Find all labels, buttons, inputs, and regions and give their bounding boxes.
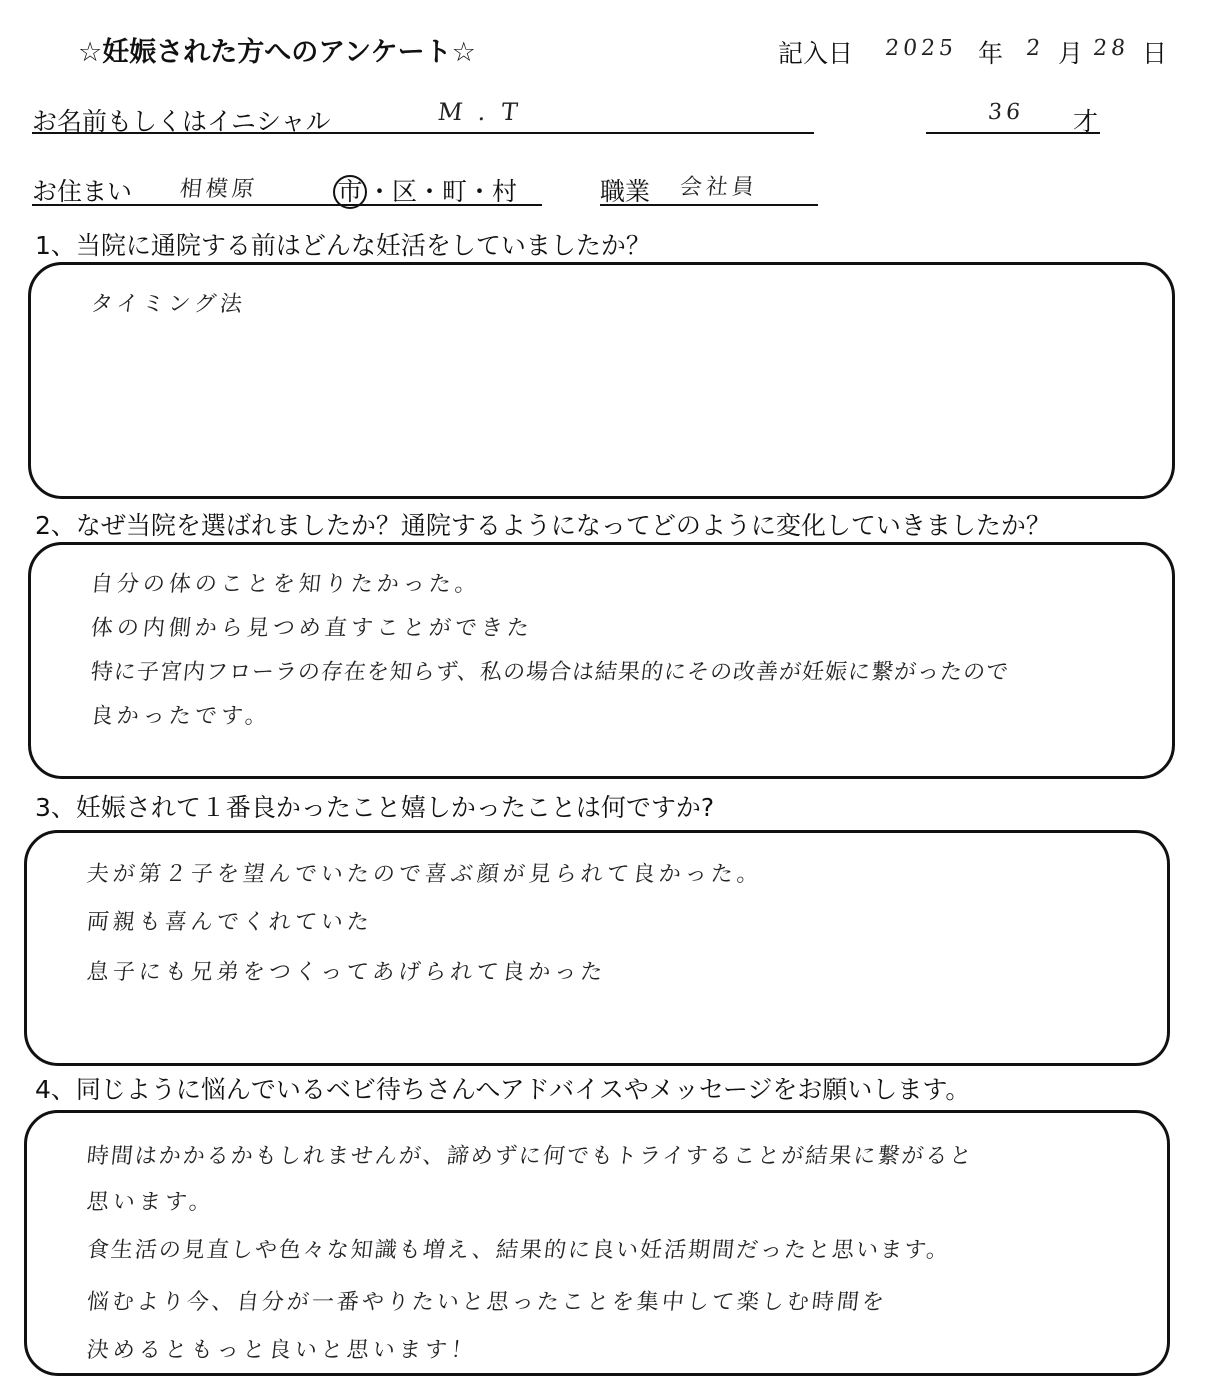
date-year-unit: 年 <box>978 39 1004 68</box>
question-2-label: 2、なぜ当院を選ばれましたか？通院するようになってどのように変化していきましたか？ <box>35 511 1051 540</box>
answer-box-2 <box>28 542 1175 779</box>
answer-4-line-4: 悩むより今、自分が一番やりたいと思ったことを集中して楽しむ時間を <box>85 1290 889 1315</box>
age-unit: 才 <box>1073 107 1099 136</box>
question-1-label: 1、当院に通院する前はどんな妊活をしていましたか？ <box>35 231 651 260</box>
city-selected-circle: 市 <box>333 175 367 209</box>
date-year-value: 2025 <box>883 36 959 61</box>
answer-2-line-1: 自分の体のことを知りたかった。 <box>89 572 483 597</box>
date-day-value: 28 <box>1091 36 1131 61</box>
date-month-value: 2 <box>1024 36 1046 61</box>
address-label: お住まい <box>32 177 133 206</box>
answer-box-4 <box>24 1110 1170 1376</box>
job-label: 職業 <box>600 177 651 206</box>
answer-3-line-3: 息子にも兄弟をつくってあげられて良かった <box>85 960 608 985</box>
answer-4-line-2: 思います。 <box>85 1190 217 1215</box>
age-value: 36 <box>986 100 1026 125</box>
area-options: ・区・町・村 <box>367 177 518 206</box>
question-4-label: 4、同じように悩んでいるベビ待ちさんへアドバイスやメッセージをお願いします。 <box>35 1075 971 1104</box>
answer-box-1 <box>28 262 1175 499</box>
address-value: 相模原 <box>178 177 260 202</box>
name-label: お名前もしくはイニシャル <box>32 107 331 136</box>
answer-2-line-2: 体の内側から見つめ直すことができた <box>89 616 535 641</box>
answer-2-line-4: 良かったです。 <box>89 704 273 729</box>
answer-1-line-1: タイミング法 <box>89 292 248 317</box>
job-value: 会社員 <box>678 175 760 200</box>
answer-3-line-1: 夫が第２子を望んでいたので喜ぶ顔が見られて良かった。 <box>85 862 765 887</box>
page-title: ☆妊娠された方へのアンケート☆ <box>78 37 476 68</box>
answer-3-line-2: 両親も喜んでくれていた <box>85 910 375 935</box>
question-3-label: 3、妊娠されて１番良かったこと嬉しかったことは何ですか? <box>35 793 715 822</box>
date-day-unit: 日 <box>1142 39 1168 68</box>
answer-4-line-3: 食生活の見直しや色々な知識も増え、結果的に良い妊活期間だったと思います。 <box>85 1238 952 1263</box>
answer-2-line-3: 特に子宮内フローラの存在を知らず、私の場合は結果的にその改善が妊娠に繋がったので <box>89 660 1011 685</box>
name-underline <box>32 132 814 134</box>
answer-box-3 <box>24 830 1170 1066</box>
date-month-unit: 月 <box>1058 39 1084 68</box>
address-underline <box>32 204 542 206</box>
job-underline <box>600 204 818 206</box>
name-value: M . T <box>436 98 523 126</box>
answer-4-line-1: 時間はかかるかもしれませんが、諦めずに何でもトライすることが結果に繋がると <box>85 1144 975 1169</box>
date-label: 記入日 <box>778 39 854 68</box>
age-underline <box>926 132 1100 134</box>
answer-4-line-5: 決めるともっと良いと思います！ <box>85 1338 479 1363</box>
